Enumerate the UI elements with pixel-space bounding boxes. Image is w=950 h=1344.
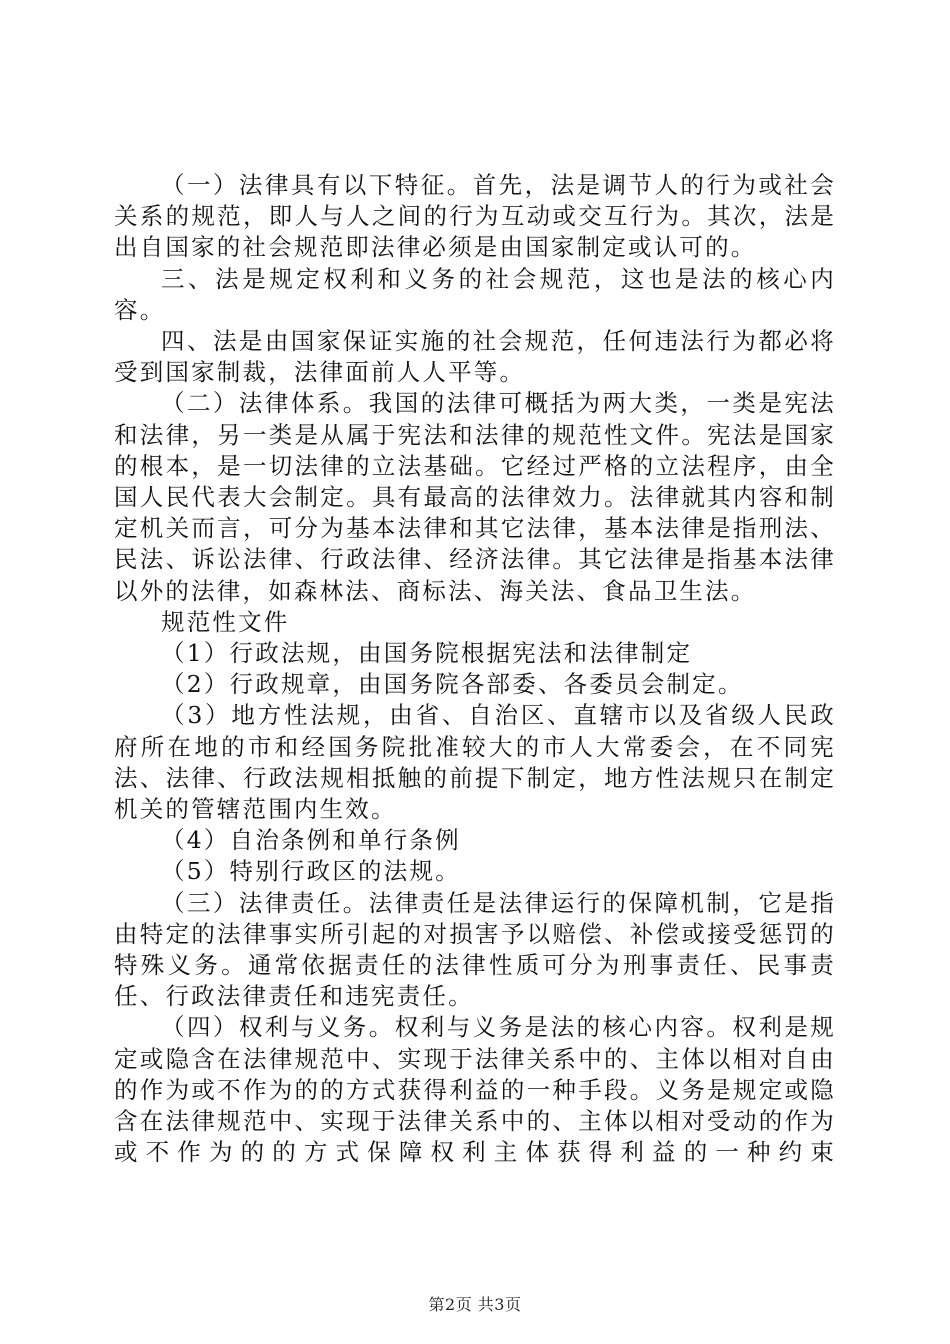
list-item-administrative-rules: （2）行政规章，由国务院各部委、各委员会制定。 xyxy=(161,670,744,699)
paragraph-rights-duties-norm: 三、法是规定权利和义务的社会规范，这也是法的核心内容。 xyxy=(114,264,836,324)
list-item-administrative-regulations: （1）行政法规，由国务院根据宪法和法律制定 xyxy=(161,639,693,668)
list-item-sar-regulations: （5）特别行政区的法规。 xyxy=(161,857,461,886)
page-number-footer: 第2页 共3页 xyxy=(428,1295,522,1314)
list-item-autonomous-regulations: （4）自治条例和单行条例 xyxy=(161,826,461,855)
paragraph-legal-system: （二）法律体系。我国的法律可概括为两大类，一类是宪法和法律，另一类是从属于宪法和法律的规范性文件。宪法是国家的根本，是一切法律的立法基础。它经过严格的立法程序，由全国人民代表大会制定。具有最高的法律效力。法律就其内容和制定机关而言，可分为基本法律和其它法律，基本法律是指刑法、民法、诉讼法律、行政法律、经济法律。其它法律是指基本法律以外的法律，如森林法、商标法、海关法、食品卫生法。 xyxy=(114,389,836,605)
document-body xyxy=(114,170,836,1169)
paragraph-legal-features: （一）法律具有以下特征。首先，法是调节人的行为或社会关系的规范，即人与人之间的行为互动或交互行为。其次，法是出自国家的社会规范即法律必须是由国家制定或认可的。 xyxy=(114,171,836,262)
paragraph-legal-liability: （三）法律责任。法律责任是法律运行的保障机制，它是指由特定的法律事实所引起的对损害予以赔偿、补偿或接受惩罚的特殊义务。通常依据责任的法律性质可分为刑事责任、民事责任、行政法律责任和违宪责任。 xyxy=(114,888,836,1011)
paragraph-rights-and-obligations: （四）权利与义务。权利与义务是法的核心内容。权利是规定或隐含在法律规范中、实现于法律关系中的、主体以相对自由的作为或不作为的的方式获得利益的一种手段。义务是规定或隐含在法律规范中、实现于法律关系中的、主体以相对受动的作为或不作为的的方式保障权利主体获得利益的一种约束 xyxy=(114,1013,836,1167)
paragraph-normative-documents-heading: 规范性文件 xyxy=(161,607,290,636)
list-item-local-regulations: （3）地方性法规，由省、自治区、直辖市以及省级人民政府所在地的市和经国务院批准较大的市人大常委会，在不同宪法、法律、行政法规相抵触的前提下制定，地方性法规只在制定机关的管辖范围内生效。 xyxy=(114,701,836,824)
paragraph-state-enforcement: 四、法是由国家保证实施的社会规范，任何违法行为都必将受到国家制裁，法律面前人人平等。 xyxy=(114,327,836,387)
